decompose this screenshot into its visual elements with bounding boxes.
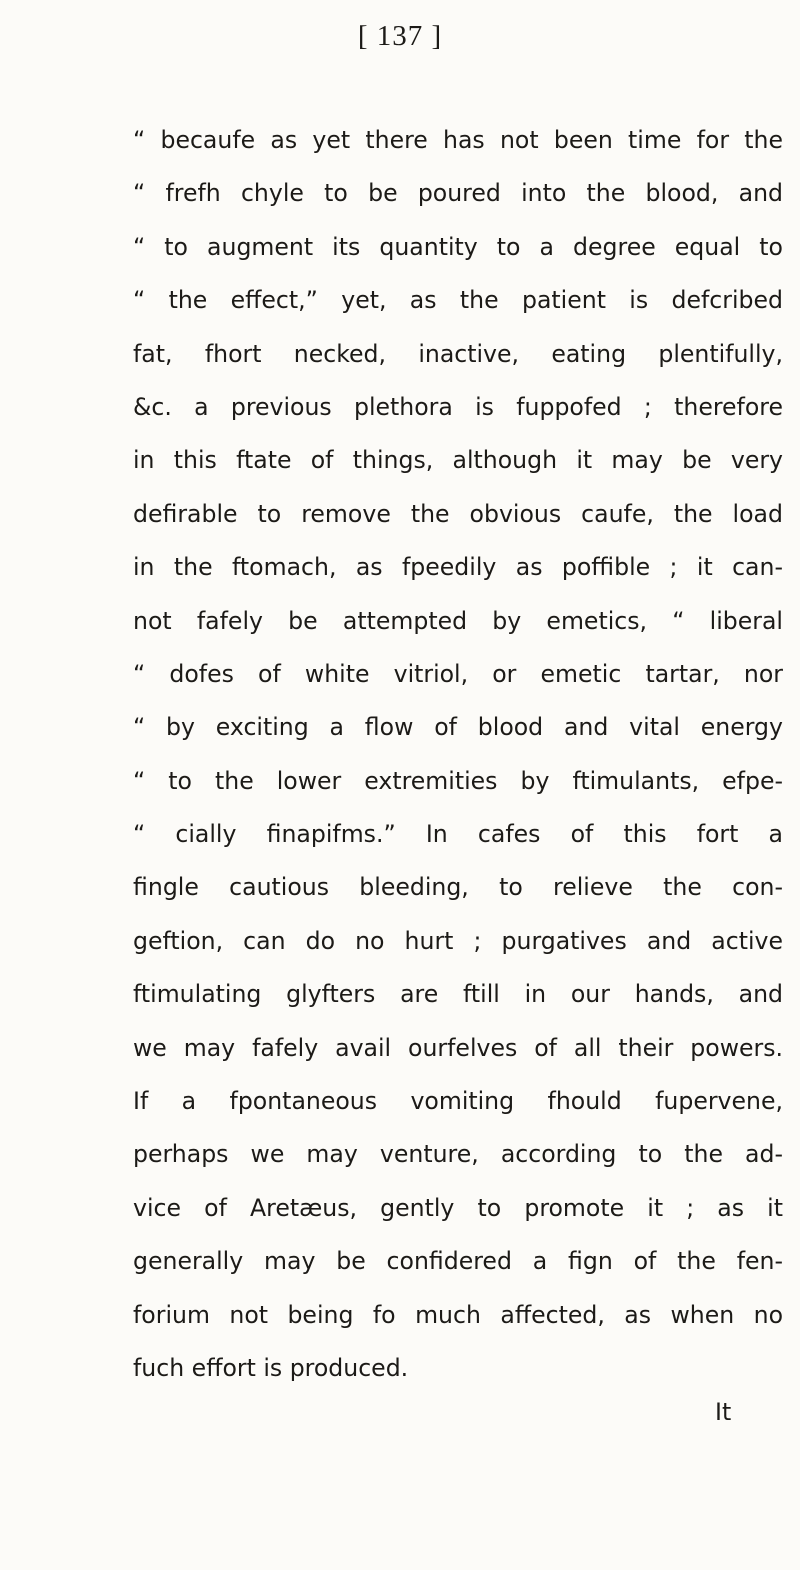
text-line: fingle cautious bleeding, to relieve the con- [133,873,783,902]
text-line: fat, fhort necked, inactive, eating plentifully, [133,339,783,368]
text-line: not fafely be attempted by emetics, “ liberal [133,606,783,635]
text-line: generally may be confidered a fign of the fen- [133,1247,783,1276]
text-line: in the ftomach, as fpeedily as poffible ; it can- [133,553,783,582]
text-line: vice of Aretæus, gently to promote it ; as it [133,1193,783,1222]
text-line: geftion, can do no hurt ; purgatives and active [133,926,783,955]
text-line: ftimulating glyfters are ftill in our hands, and [133,980,783,1009]
text-line: “ to augment its quantity to a degree equal to [133,232,783,261]
text-line: “ to the lower extremities by ftimulants, efpe- [133,766,783,795]
text-line: defirable to remove the obvious caufe, the load [133,499,783,528]
body-text [133,114,783,1395]
text-line: “ cially finapifms.” In cafes of this fort a [133,820,783,849]
text-line: &c. a previous plethora is fuppofed ; therefore [133,392,783,421]
text-line: we may fafely avail ourfelves of all their powers. [133,1033,783,1062]
text-line: forium not being fo much affected, as when no [133,1300,783,1329]
text-line: “ frefh chyle to be poured into the blood, and [133,179,783,208]
text-line: “ the effect,” yet, as the patient is defcribed [133,286,783,315]
text-line: If a fpontaneous vomiting fhould fupervene, [133,1087,783,1116]
text-line: fuch effort is produced. [133,1353,409,1382]
text-line: perhaps we may venture, according to the ad- [133,1140,783,1169]
text-line: “ becaufe as yet there has not been time for the [133,126,783,154]
text-line: “ by exciting a flow of blood and vital energy [133,713,783,742]
text-line: “ dofes of white vitriol, or emetic tartar, nor [133,659,783,688]
catchword: It [715,1398,732,1426]
text-line: in this ftate of things, although it may be very [133,446,783,475]
page-number: [ 137 ] [357,20,443,52]
